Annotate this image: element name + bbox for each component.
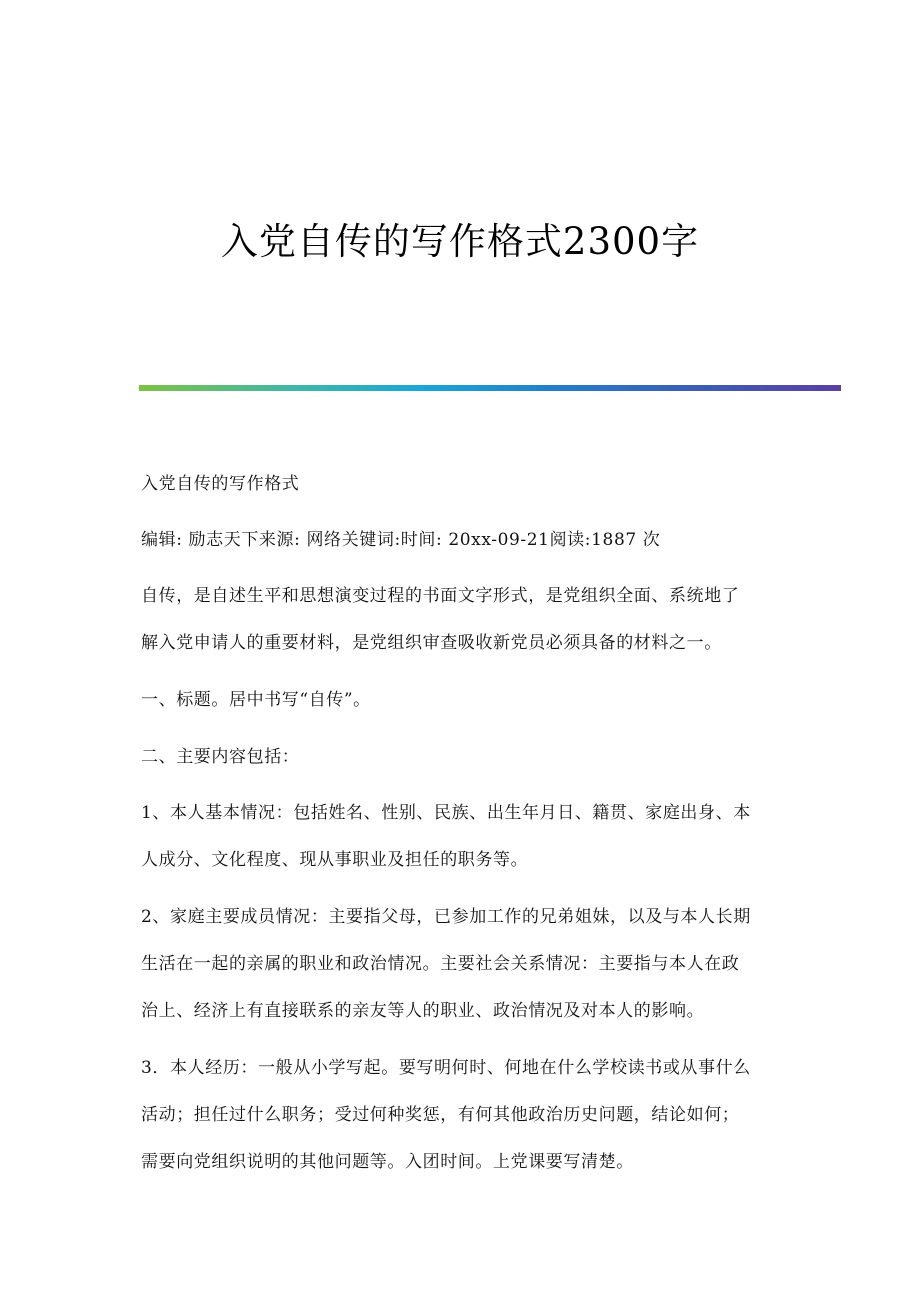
title-divider xyxy=(139,385,841,391)
paragraph-line: 需要向党组织说明的其他问题等。入团时间。上党课要写清楚。 xyxy=(141,1152,634,1172)
paragraph-line: 解入党申请人的重要材料，是党组织审查吸收新党员必须具备的材料之一。 xyxy=(141,633,722,653)
paragraph-line: 二、主要内容包括： xyxy=(141,747,300,767)
paragraph-line: 2、家庭主要成员情况：主要指父母，已参加工作的兄弟姐妹，以及与本人长期 xyxy=(141,907,751,927)
paragraph-line: 自传，是自述生平和思想演变过程的书面文字形式，是党组织全面、系统地了 xyxy=(141,586,740,606)
document-subtitle: 入党自传的写作格式 xyxy=(141,474,300,494)
paragraph-line: 治上、经济上有直接联系的亲友等人的职业、政治情况及对本人的影响。 xyxy=(141,1001,705,1021)
paragraph-line: 一、标题。居中书写“自传”。 xyxy=(141,690,371,710)
paragraph-line: 生活在一起的亲属的职业和政治情况。主要社会关系情况：主要指与本人在政 xyxy=(141,954,740,974)
document-meta-line: 编辑: 励志天下来源: 网络关键词:时间: 20xx-09-21阅读:1887 次 xyxy=(141,530,661,550)
paragraph-line: 1、本人基本情况：包括姓名、性别、民族、出生年月日、籍贯、家庭出身、本 xyxy=(141,803,751,823)
paragraph-line: 人成分、文化程度、现从事职业及担任的职务等。 xyxy=(141,850,529,870)
paragraph-line: 活动；担任过什么职务；受过何种奖惩，有何其他政治历史问题，结论如何； xyxy=(141,1105,740,1125)
document-title: 入党自传的写作格式2300字 xyxy=(220,220,700,263)
paragraph-line: 3．本人经历：一般从小学写起。要写明何时、何地在什么学校读书或从事什么 xyxy=(141,1058,751,1078)
